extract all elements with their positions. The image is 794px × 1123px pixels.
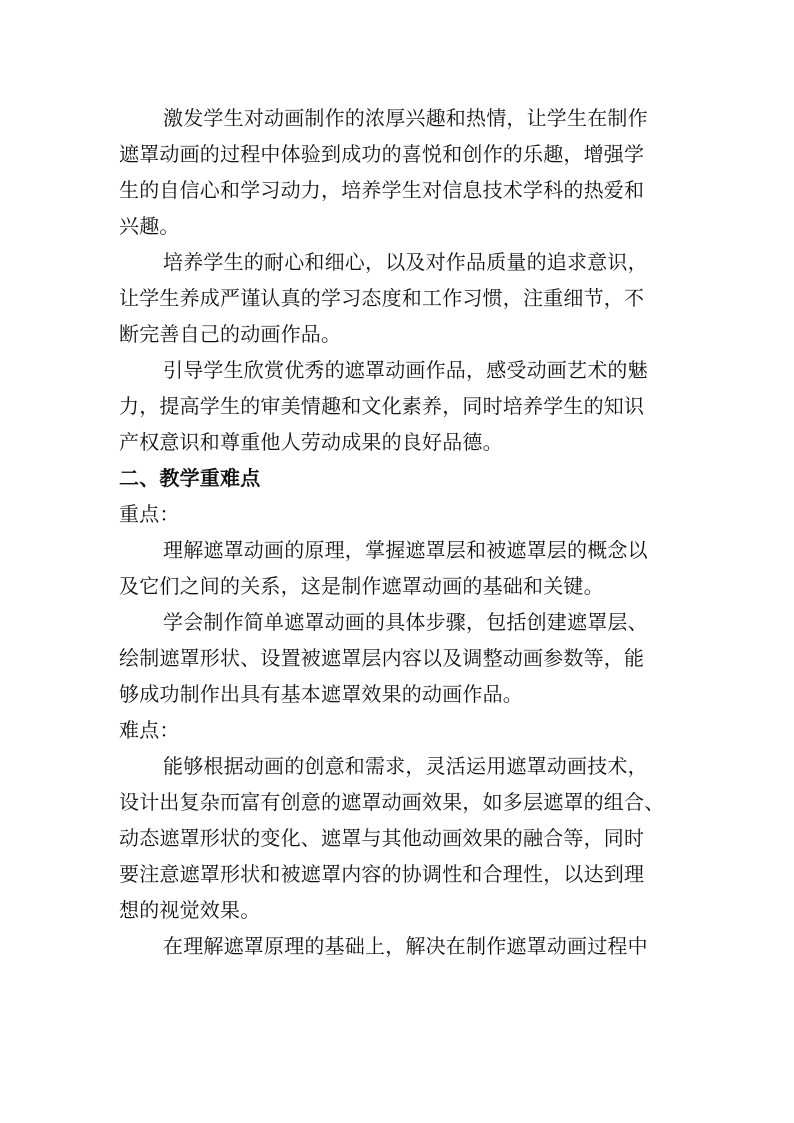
text-line: 兴趣。 bbox=[119, 214, 180, 238]
text-line: 理解遮罩动画的原理，掌握遮罩层和被遮罩层的概念以 bbox=[163, 538, 648, 562]
section-heading: 二、教学重难点 bbox=[119, 466, 261, 490]
text-line: 在理解遮罩原理的基础上，解决在制作遮罩动画过程中 bbox=[163, 934, 648, 958]
text-line: 够成功制作出具有基本遮罩效果的动画作品。 bbox=[119, 682, 523, 706]
text-line: 设计出复杂而富有创意的遮罩动画效果，如多层遮罩的组合、 bbox=[119, 790, 665, 814]
text-line: 培养学生的耐心和细心，以及对作品质量的追求意识， bbox=[163, 250, 648, 274]
text-line: 产权意识和尊重他人劳动成果的良好品德。 bbox=[119, 430, 503, 454]
paragraph-difficult-creative bbox=[119, 748, 679, 928]
key-points-label: 重点： bbox=[119, 502, 180, 526]
text-line: 想的视觉效果。 bbox=[119, 898, 261, 922]
text-line: 能够根据动画的创意和需求，灵活运用遮罩动画技术， bbox=[163, 754, 648, 778]
text-line: 动态遮罩形状的变化、遮罩与其他动画效果的融合等，同时 bbox=[119, 826, 645, 850]
difficult-points-label: 难点： bbox=[119, 718, 180, 742]
text-line: 力，提高学生的审美情趣和文化素养，同时培养学生的知识 bbox=[119, 394, 645, 418]
paragraph-interest bbox=[119, 100, 679, 244]
text-line: 及它们之间的关系，这是制作遮罩动画的基础和关键。 bbox=[119, 574, 604, 598]
text-line: 学会制作简单遮罩动画的具体步骤，包括创建遮罩层、 bbox=[163, 610, 648, 634]
text-line: 生的自信心和学习动力，培养学生对信息技术学科的热爱和 bbox=[119, 178, 645, 202]
text-line: 要注意遮罩形状和被遮罩内容的协调性和合理性，以达到理 bbox=[119, 862, 645, 886]
text-line: 绘制遮罩形状、设置被遮罩层内容以及调整动画参数等，能 bbox=[119, 646, 645, 670]
text-line: 让学生养成严谨认真的学习态度和工作习惯，注重细节，不 bbox=[119, 286, 645, 310]
document-body bbox=[119, 100, 679, 964]
paragraph-patience bbox=[119, 244, 679, 352]
text-line: 激发学生对动画制作的浓厚兴趣和热情，让学生在制作 bbox=[163, 106, 648, 130]
text-line: 断完善自己的动画作品。 bbox=[119, 322, 342, 346]
paragraph-difficult-solve bbox=[119, 928, 679, 964]
paragraph-key-principle bbox=[119, 532, 679, 604]
paragraph-key-steps bbox=[119, 604, 679, 712]
text-line: 引导学生欣赏优秀的遮罩动画作品，感受动画艺术的魅 bbox=[163, 358, 648, 382]
text-line: 遮罩动画的过程中体验到成功的喜悦和创作的乐趣，增强学 bbox=[119, 142, 645, 166]
paragraph-appreciation bbox=[119, 352, 679, 460]
